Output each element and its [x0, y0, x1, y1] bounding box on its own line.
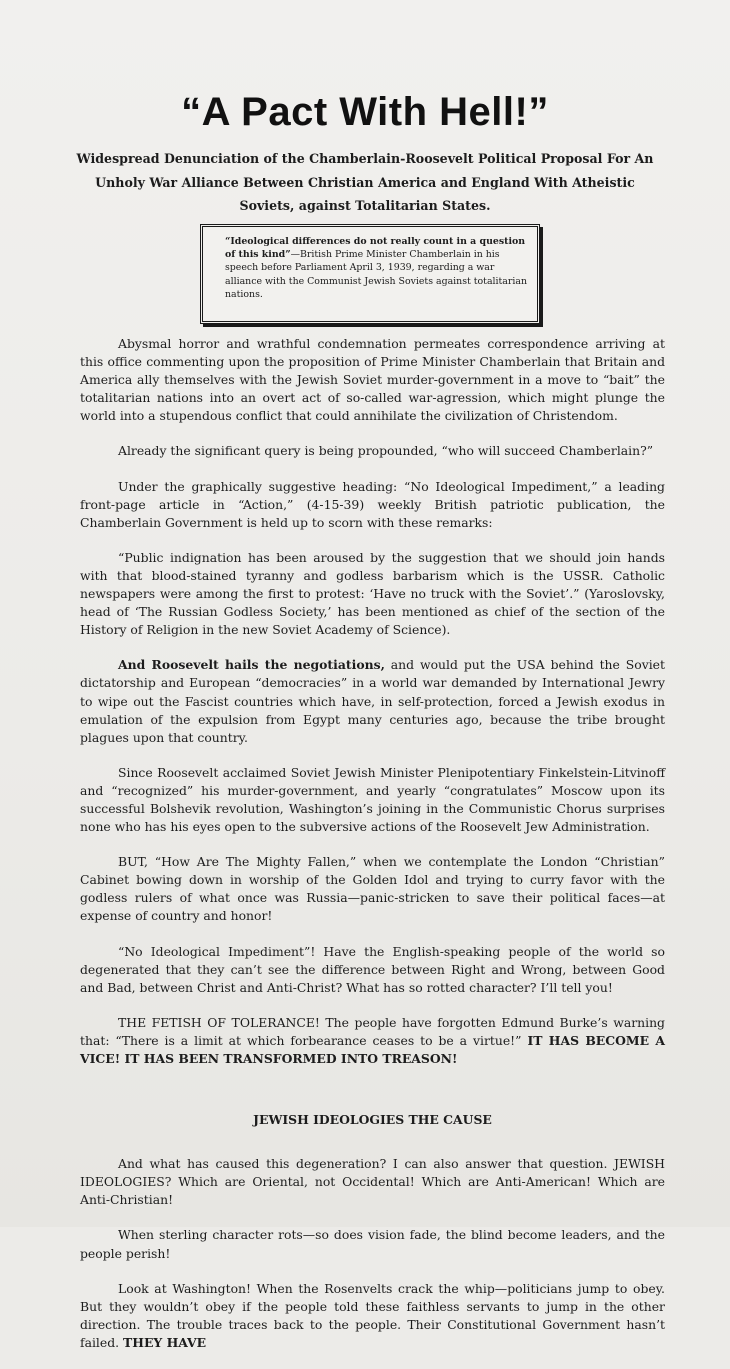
paragraph-5	[80, 656, 665, 746]
paragraph-2: Already the significant query is being propounded, “who will succeed Chamberlain?”	[118, 443, 654, 459]
paragraph-12-text: Look at Washington! When the Rosenvelts crack the whip—politicians jump to obey. But they wouldn’t obey if the people told these faithless servants to jump in the other direction. The trouble traces back to the people. Their Constitutional Government hasn’t failed.	[80, 1280, 665, 1350]
paragraph-1: Abysmal horror and wrathful condemnation permeates correspondence arriving at this office commenting upon the proposition of Prime Minister Chamberlain that Britain and America ally themselves with the Jewish Soviet murder-government in a move to “bait” the totalitarian nations into an overt act of so-called war-agression, which might plunge the world into a stupendous conflict that could annihilate the civilization of Christendom.	[80, 336, 665, 424]
quote-attribution: —British Prime Minister Chamberlain in his speech before Parliament April 3, 1939, regarding a war alliance with the Communist Jewish Soviets against totalitarian nations.	[225, 249, 527, 300]
section-heading: JEWISH IDEOLOGIES THE CAUSE	[253, 1112, 492, 1128]
paragraph-9	[80, 1014, 665, 1068]
paragraph-12	[80, 1280, 665, 1352]
paragraph-8: “No Ideological Impediment”! Have the English-speaking people of the world so degenerated that they can’t see the difference between Right and Wrong, between Good and Bad, between Christ and Anti-Christ? What has so rotted character? I’ll tell you!	[80, 943, 665, 995]
quote-text: “Ideological differences do not really count in a question of this kind”	[225, 236, 526, 261]
paragraph-9-text: THE FETISH OF TOLERANCE! The people have forgotten Edmund Burke’s warning that: “There is a limit at which forbearance ceases to be a virtue!”	[80, 1014, 665, 1048]
subheadline: Widespread Denunciation of the Chamberlain-Roosevelt Political Proposal For An Unholy War Alliance Between Christian America and England With Atheistic Soviets, against Totalitarian States.	[76, 151, 654, 213]
paragraph-6: Since Roosevelt acclaimed Soviet Jewish Minister Plenipotentiary Finkelstein-Litvinoff and “recognized” his murder-government, and yearly “congratulates” Moscow upon its successful Bolshevik revolution, Washington’s joining in the Communistic Chorus surprises none who has his eyes open to the subversive actions of the Roosevelt Jew Administration.	[80, 764, 665, 835]
paragraph-10: And what has caused this degeneration? I can also answer that question. JEWISH IDEOLOGIES? Which are Oriental, not Occidental! Which are Anti-American! Which are Anti-Christian!	[80, 1156, 665, 1208]
paragraph-11: When sterling character rots—so does vision fade, the blind become leaders, and the people perish!	[80, 1227, 665, 1261]
paragraph-5-bold: And Roosevelt hails the negotiations,	[118, 657, 385, 673]
paragraph-9-bold: IT HAS BECOME A VICE! IT HAS BEEN TRANSFORMED INTO TREASON!	[80, 1032, 665, 1066]
quote-box	[200, 224, 540, 324]
headline: “A Pact With Hell!”	[181, 90, 549, 134]
paragraph-5-text: and would put the USA behind the Soviet dictatorship and European “democracies” in a world war demanded by International Jewry to wipe out the Fascist countries which have, in self-protection, forced a Jewish exodus in emulation of the expulsion from Egypt many centuries ago, because the tribe brought plagues upon that country.	[80, 657, 665, 745]
paragraph-12-bold: THEY HAVE	[123, 1334, 207, 1350]
article-body	[80, 335, 665, 1369]
paragraph-4: “Public indignation has been aroused by the suggestion that we should join hands with that blood-stained tyranny and godless barbarism which is the USSR. Catholic newspapers were among the first to protest: ‘Have no truck with the Soviet’.” (Yaroslovsky, head of ‘The Russian Godless Society,’ has been mentioned as chief of the section of the History of Religion in the new Soviet Academy of Science).	[80, 549, 665, 638]
paragraph-3: Under the graphically suggestive heading: “No Ideological Impediment,” a leading front-page article in “Action,” (4-15-39) weekly British patriotic publication, the Chamberlain Government is held up to scorn with these remarks:	[80, 478, 665, 530]
paragraph-7: BUT, “How Are The Mighty Fallen,” when we contemplate the London “Christian” Cabinet bowing down in worship of the Golden Idol and trying to curry favor with the godless rulers of what once was Russia—panic-stricken to save their political faces—at expense of country and honor!	[80, 854, 665, 924]
